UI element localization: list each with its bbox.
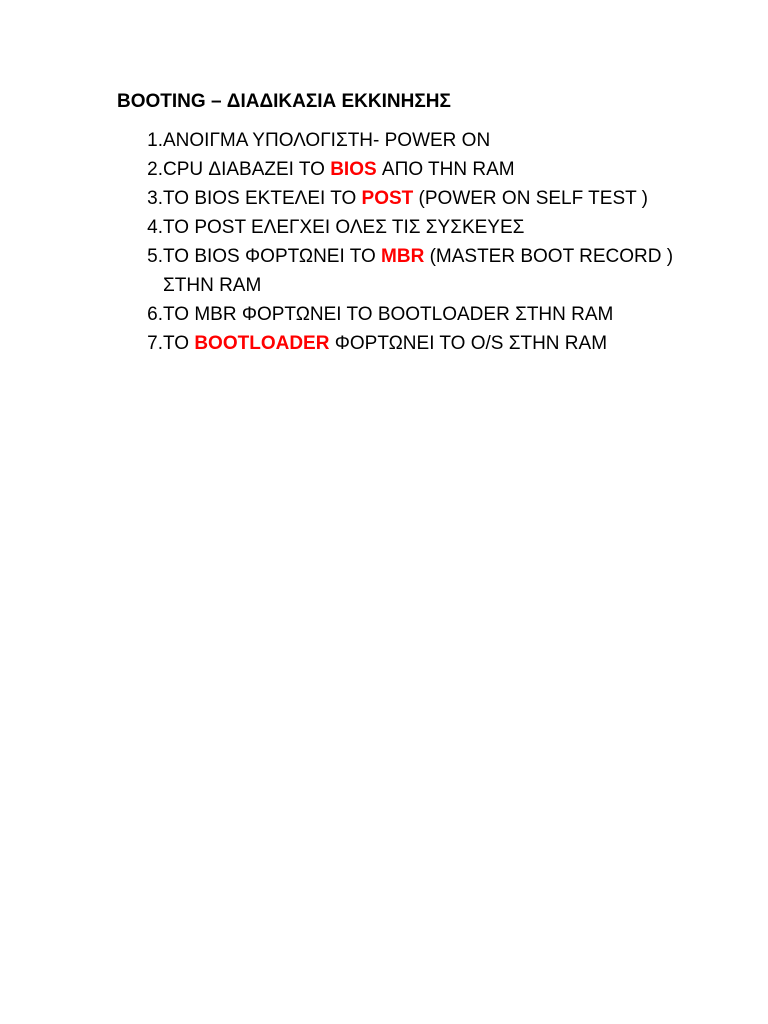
step-number: 4. (147, 217, 163, 238)
list-item (117, 242, 677, 300)
step-text-before: ΤΟ MBR ΦΟΡΤΩΝΕΙ ΤΟ BOOTLOADER ΣΤΗΝ RAM (163, 304, 614, 325)
step-text (163, 242, 677, 300)
step-text-before: CPU ΔΙΑΒΑΖΕΙ ΤΟ (163, 159, 331, 180)
step-text-after: (POWER ON SELF TEST ) (413, 188, 648, 209)
step-text (163, 155, 677, 184)
step-text-before: ΤΟ BIOS ΕΚΤΕΛΕΙ ΤΟ (163, 188, 362, 209)
step-text-before: ΤΟ POST ΕΛΕΓΧΕΙ ΟΛΕΣ ΤΙΣ ΣΥΣΚΕΥΕΣ (163, 217, 525, 238)
step-text (163, 126, 677, 155)
step-number: 3. (147, 188, 163, 209)
step-keyword: MBR (381, 246, 425, 267)
list-item (117, 126, 677, 155)
list-item (117, 184, 677, 213)
boot-steps-list (117, 126, 677, 358)
step-text (163, 329, 677, 358)
step-number: 5. (147, 246, 163, 267)
step-text-after: ΑΠΟ ΤΗΝ RAM (376, 159, 515, 180)
step-keyword: BOOTLOADER (194, 333, 330, 354)
step-text (163, 213, 677, 242)
step-number: 6. (147, 304, 163, 325)
step-number: 7. (147, 333, 163, 354)
step-text-before: ΑΝΟΙΓΜΑ ΥΠΟΛΟΓΙΣΤΗ- POWER ON (163, 130, 491, 151)
step-text (163, 300, 677, 329)
step-text-before: ΤΟ (163, 333, 195, 354)
step-text (163, 184, 677, 213)
document-title: BOOTING – ΔΙΑΔΙΚΑΣΙΑ ΕΚΚΙΝΗΣΗΣ (117, 91, 451, 112)
step-text-after: (MASTER BOOT RECORD ) ΣΤΗΝ RAM (163, 246, 674, 296)
step-number: 2. (147, 159, 163, 180)
list-item (117, 213, 677, 242)
step-keyword: POST (361, 188, 414, 209)
step-text-before: ΤΟ BIOS ΦΟΡΤΩΝΕΙ ΤΟ (163, 246, 382, 267)
step-text-after: ΦΟΡΤΩΝΕΙ ΤΟ O/S ΣΤΗΝ RAM (329, 333, 608, 354)
step-number: 1. (147, 130, 163, 151)
list-item (117, 300, 677, 329)
step-keyword: BIOS (330, 159, 377, 180)
list-item (117, 329, 677, 358)
list-item (117, 155, 677, 184)
